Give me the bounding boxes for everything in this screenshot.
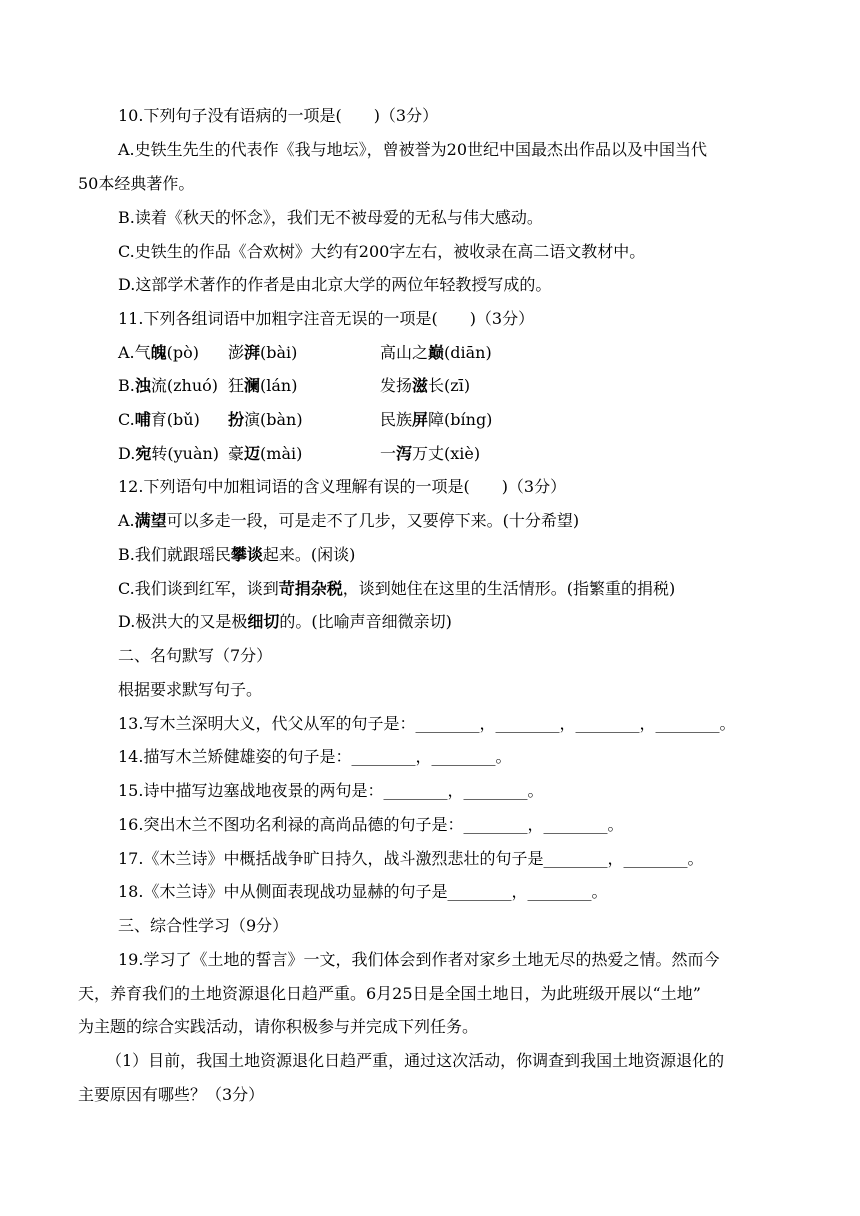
q11-option-a-word1-text-2: (pò) — [166, 343, 200, 362]
q11-option-b-word1-bold-0: 浊 — [134, 376, 151, 395]
q11-option-a-word2-text-0: 澎 — [228, 343, 245, 362]
q11-option-d-word2-text-0: 豪 — [228, 444, 245, 463]
q12-option-a-bold-1: 满望 — [134, 511, 167, 530]
q11-option-c-word2-text-1: 演(bàn) — [244, 410, 303, 429]
q11-option-a — [0, 342, 860, 364]
q10-stem: 10.下列句子没有语病的一项是( )（3分） — [118, 106, 439, 125]
q19-sub1-line2: 主要原因有哪些？（3分） — [78, 1085, 265, 1104]
q11-option-d-word2 — [228, 443, 302, 465]
q11-option-d-word2-text-2: (mài) — [260, 444, 303, 463]
q12-option-b-text-2: 起来。(闲谈) — [262, 545, 356, 564]
q11-option-a-letter: A. — [118, 343, 135, 362]
q11-option-a-word2-text-2: (bài) — [260, 343, 298, 362]
q12-option-b — [118, 544, 355, 566]
q11-option-d-word3 — [380, 443, 480, 465]
q12-option-c-text-2: ，谈到她住在这里的生活情形。(指繁重的捐税) — [342, 579, 676, 598]
q15: 15.诗中描写边塞战地夜景的两句是：________，________。 — [118, 781, 544, 800]
q11-option-d-word1-bold-0: 宛 — [135, 444, 152, 463]
q12-option-a — [118, 510, 579, 532]
q11-option-c-word3 — [380, 409, 492, 431]
q11-option-a-word1-bold-1: 魄 — [150, 343, 167, 362]
q19-sub1-line1: （1）目前，我国土地资源退化日趋严重，通过这次活动，你调查到我国土地资源退化的 — [106, 1051, 725, 1070]
q16: 16.突出木兰不图功名利禄的高尚品德的句子是：________，________。 — [118, 815, 624, 834]
q11-option-b-letter: B. — [118, 376, 135, 395]
q11-option-a-word3 — [380, 342, 492, 364]
q11-option-b — [0, 375, 860, 397]
q11-option-c-word3-bold-1: 屏 — [412, 410, 429, 429]
q11-stem: 11.下列各组词语中加粗字注音无误的一项是( )（3分） — [118, 309, 535, 328]
q12-option-b-bold-1: 攀谈 — [230, 545, 263, 564]
q11-option-d-word3-text-2: 万丈(xiè) — [412, 444, 481, 463]
q11-option-a-word2 — [228, 342, 297, 364]
q19-line1: 19.学习了《土地的誓言》一文，我们体会到作者对家乡土地无尽的热爱之情。然而今 — [118, 950, 720, 969]
q11-option-a-word1-text-0: 气 — [134, 343, 151, 362]
q11-option-a-word1 — [118, 342, 199, 364]
q10-option-b: B.读着《秋天的怀念》，我们无不被母爱的无私与伟大感动。 — [118, 208, 543, 227]
q11-option-b-word3-bold-1: 滋 — [412, 376, 429, 395]
q11-option-d-word2-bold-1: 迈 — [244, 444, 261, 463]
section2-intro: 根据要求默写句子。 — [118, 680, 263, 699]
q11-option-a-word3-bold-1: 巅 — [428, 343, 445, 362]
q11-option-b-word3-text-2: 长(zī) — [428, 376, 471, 395]
q11-option-d-word3-text-0: 一 — [380, 444, 397, 463]
q17: 17.《木兰诗》中概括战争旷日持久，战斗激烈悲壮的句子是________，________。 — [118, 849, 704, 868]
q11-option-d — [0, 443, 860, 465]
q11-option-c-word1 — [118, 409, 200, 431]
q11-option-d-word1-text-1: 转(yuàn) — [151, 444, 220, 463]
q11-option-c-letter: C. — [118, 410, 135, 429]
q12-option-a-text-2: 可以多走一段，可是走不了几步，又要停下来。(十分希望) — [166, 511, 580, 530]
q12-option-d-text-2: 的。(比喻声音细微亲切) — [279, 612, 452, 631]
q10-option-a-line2: 50本经典著作。 — [78, 174, 195, 193]
q11-option-d-letter: D. — [118, 444, 136, 463]
q11-option-c-word2-bold-0: 扮 — [228, 410, 245, 429]
q11-option-c — [0, 409, 860, 431]
q12-option-d-bold-1: 细切 — [247, 612, 280, 631]
section3-title: 三、综合性学习（9分） — [118, 916, 289, 935]
q10-option-d: D.这部学术著作的作者是由北京大学的两位年轻教授写成的。 — [118, 275, 552, 294]
q12-option-d-text-0: D.极洪大的又是极 — [118, 612, 248, 631]
q10-option-c: C.史铁生的作品《合欢树》大约有200字左右，被收录在高二语文教材中。 — [118, 242, 646, 261]
q11-option-b-word1 — [118, 375, 218, 397]
q11-option-c-word3-text-2: 障(bíng) — [428, 410, 493, 429]
q12-option-d — [118, 611, 452, 633]
q11-option-c-word3-text-0: 民族 — [380, 410, 413, 429]
q11-option-b-word3-text-0: 发扬 — [380, 376, 413, 395]
q12-option-a-text-0: A. — [118, 511, 135, 530]
q11-option-b-word1-text-1: 流(zhuó) — [150, 376, 219, 395]
q19-line2: 天，养育我们的土地资源退化日趋严重。6月25日是全国土地日，为此班级开展以“土地” — [78, 984, 701, 1003]
q11-option-a-word3-text-0: 高山之 — [380, 343, 429, 362]
q10-option-a-line1: A.史铁生先生的代表作《我与地坛》，曾被誉为20世纪中国最杰出作品以及中国当代 — [118, 140, 708, 159]
q11-option-c-word1-bold-0: 哺 — [134, 410, 151, 429]
q12-option-c — [118, 578, 675, 600]
q11-option-c-word2 — [228, 409, 303, 431]
q11-option-b-word3 — [380, 375, 470, 397]
q12-stem: 12.下列语句中加粗词语的含义理解有误的一项是( )（3分） — [118, 477, 567, 496]
q11-option-b-word2 — [228, 375, 297, 397]
q12-option-c-text-0: C.我们谈到红军，谈到 — [118, 579, 279, 598]
q11-option-b-word2-bold-1: 澜 — [244, 376, 261, 395]
q12-option-b-text-0: B.我们就跟瑶民 — [118, 545, 231, 564]
q13: 13.写木兰深明大义，代父从军的句子是：________，________，________，________。 — [118, 714, 736, 733]
section2-title: 二、名句默写（7分） — [118, 646, 273, 665]
q11-option-d-word3-bold-1: 泻 — [396, 444, 413, 463]
q11-option-a-word3-text-2: (diān) — [444, 343, 492, 362]
q11-option-d-word1 — [118, 443, 219, 465]
q11-option-c-word1-text-1: 育(bǔ) — [150, 410, 200, 429]
q11-option-a-word2-bold-1: 湃 — [244, 343, 261, 362]
q19-line3: 为主题的综合实践活动，请你积极参与并完成下列任务。 — [78, 1017, 479, 1036]
q12-option-c-bold-1: 苛捐杂税 — [278, 579, 343, 598]
q11-option-b-word2-text-0: 狂 — [228, 376, 245, 395]
q18: 18.《木兰诗》中从侧面表现战功显赫的句子是________，________。 — [118, 882, 608, 901]
q14: 14.描写木兰矫健雄姿的句子是：________，________。 — [118, 747, 512, 766]
q11-option-b-word2-text-2: (lán) — [260, 376, 298, 395]
